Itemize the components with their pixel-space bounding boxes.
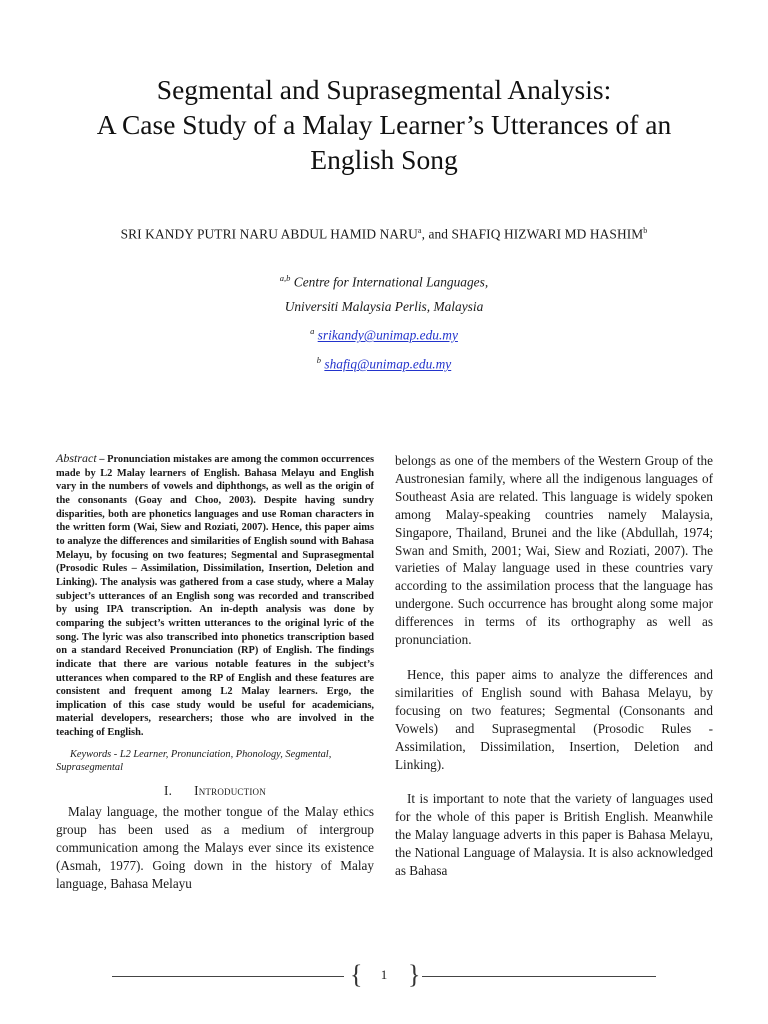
abstract-text: Pronunciation mistakes are among the common occurrences made by L2 Malay learners of English. Bahasa Melayu and English vary in the numbers of vowels and diphthongs, as well as the origin of the consonants (Goay and Choo, 2003). Despite having sundry disparities, both are phonetics languages and use Roman characters in the written form (Wai, Siew and Roziati, 2007). Hence, this paper aims to analyze the differences and similarities of English sound with Bahasa Melayu, by focusing on two features; Segmental and Suprasegmental (Prosodic Rules – Assimilation, Dissimilation, Insertion, Deletion and Linking). The analysis was gathered from a case study, where a Malay subject’s utterances of an English song was recorded and transcribed by using IPA transcription. An in-depth analysis was done by comparing the subject’s written utterances to the original lyric of the song. The lyric was also transcribed into phonetics transcription based on a standard Received Pronunciation (RP) of English. The findings indicate that there are various notable features in the subject’s utterances when compared to the RP of English and these features are consistent and frequent among L2 Malay learners. Ergo, the implication of this case study would be useful for academicians, material developers, researchers; those who are involved in the teaching of English.: [56, 454, 375, 739]
title-line-3: English Song: [310, 144, 458, 175]
affiliation-marker: a,b: [279, 273, 291, 283]
footer-rule-left: [112, 976, 344, 977]
email-b-marker: b: [316, 355, 321, 366]
page-number: 1: [380, 967, 388, 982]
right-column: [395, 452, 713, 897]
footer-rule-right: [422, 976, 656, 977]
abstract-label: Abstract: [56, 451, 97, 465]
left-column: [56, 452, 374, 893]
email-link-b[interactable]: shafiq@unimap.edu.my: [324, 356, 452, 372]
keywords: Keywords - L2 Learner, Pronunciation, Phonology, Segmental, Suprasegmental: [56, 748, 332, 774]
intro-paragraph: Malay language, the mother tongue of the Malay ethics group has been used as a medium of intergroup communication among the Malays ever since its existence (Asmah, 1977). Going down in the history of Malay language, Bahasa Melayu: [56, 803, 374, 891]
author-joiner: , and: [421, 226, 452, 242]
title-line-2: A Case Study of a Malay Learner’s Utterances of an: [96, 109, 672, 140]
section-heading-introduction: [56, 783, 374, 799]
author-line: [30, 226, 738, 242]
affiliation-line-2: Universiti Malaysia Perlis, Malaysia: [284, 298, 484, 314]
page-footer: [112, 960, 656, 989]
right-paragraph-2: Hence, this paper aims to analyze the differences and similarities of English sound with Bahasa Melayu, by focusing on two features; Segmental (Consonants and Vowels) and Suprasegmental (Prosodic Rules - Assimilation, Dissimilation, Insertion, Deletion and Linking).: [395, 666, 713, 772]
affiliation-block: [0, 266, 768, 377]
email-line-b: [0, 348, 768, 377]
author-1-marker: a: [417, 226, 422, 235]
author-1: SRI KANDY PUTRI NARU ABDUL HAMID NARU: [120, 226, 418, 242]
author-2: SHAFIQ HIZWARI MD HASHIM: [451, 226, 644, 242]
paper-title: [40, 72, 728, 177]
section-title: Introduction: [194, 782, 266, 798]
section-number: I.: [164, 782, 173, 798]
email-link-a[interactable]: srikandy@unimap.edu.my: [317, 327, 458, 343]
author-2-marker: b: [643, 226, 648, 235]
abstract-dash: –: [96, 454, 108, 465]
email-a-marker: a: [310, 326, 315, 337]
email-line-a: [0, 319, 768, 348]
affiliation-line-1: $^{a,b}$ Centre for International Languages,: [279, 273, 489, 290]
right-paragraph-3: It is important to note that the variety of languages used for the whole of this paper is British English. Meanwhile the Malay language adverts in this paper is Bahasa Melayu, the National Language of Malaysia. It is also acknowledged as Bahasa: [395, 791, 713, 879]
footer-brace-right: }: [408, 960, 421, 989]
footer-brace-left: {: [350, 960, 363, 989]
title-line-1: Segmental and Suprasegmental Analysis:: [156, 74, 612, 105]
abstract: [56, 452, 374, 740]
right-paragraph-1: belongs as one of the members of the Western Group of the Austronesian family, where all the indigenous languages of Southeast Asia are related. This language is widely spoken among Malay-speaking countries namely Malaysia, Singapore, Thailand, Brunei and the like (Abdullah, 1974; Swan and Smith, 2001; Wai, Siew and Roziati, 2007). The varieties of Malay language used in these countries vary according to the assimilation process that the language has undergone. Such occurrence has brought along some major differences in terms of its orthography as well as pronunciation.: [395, 453, 713, 648]
